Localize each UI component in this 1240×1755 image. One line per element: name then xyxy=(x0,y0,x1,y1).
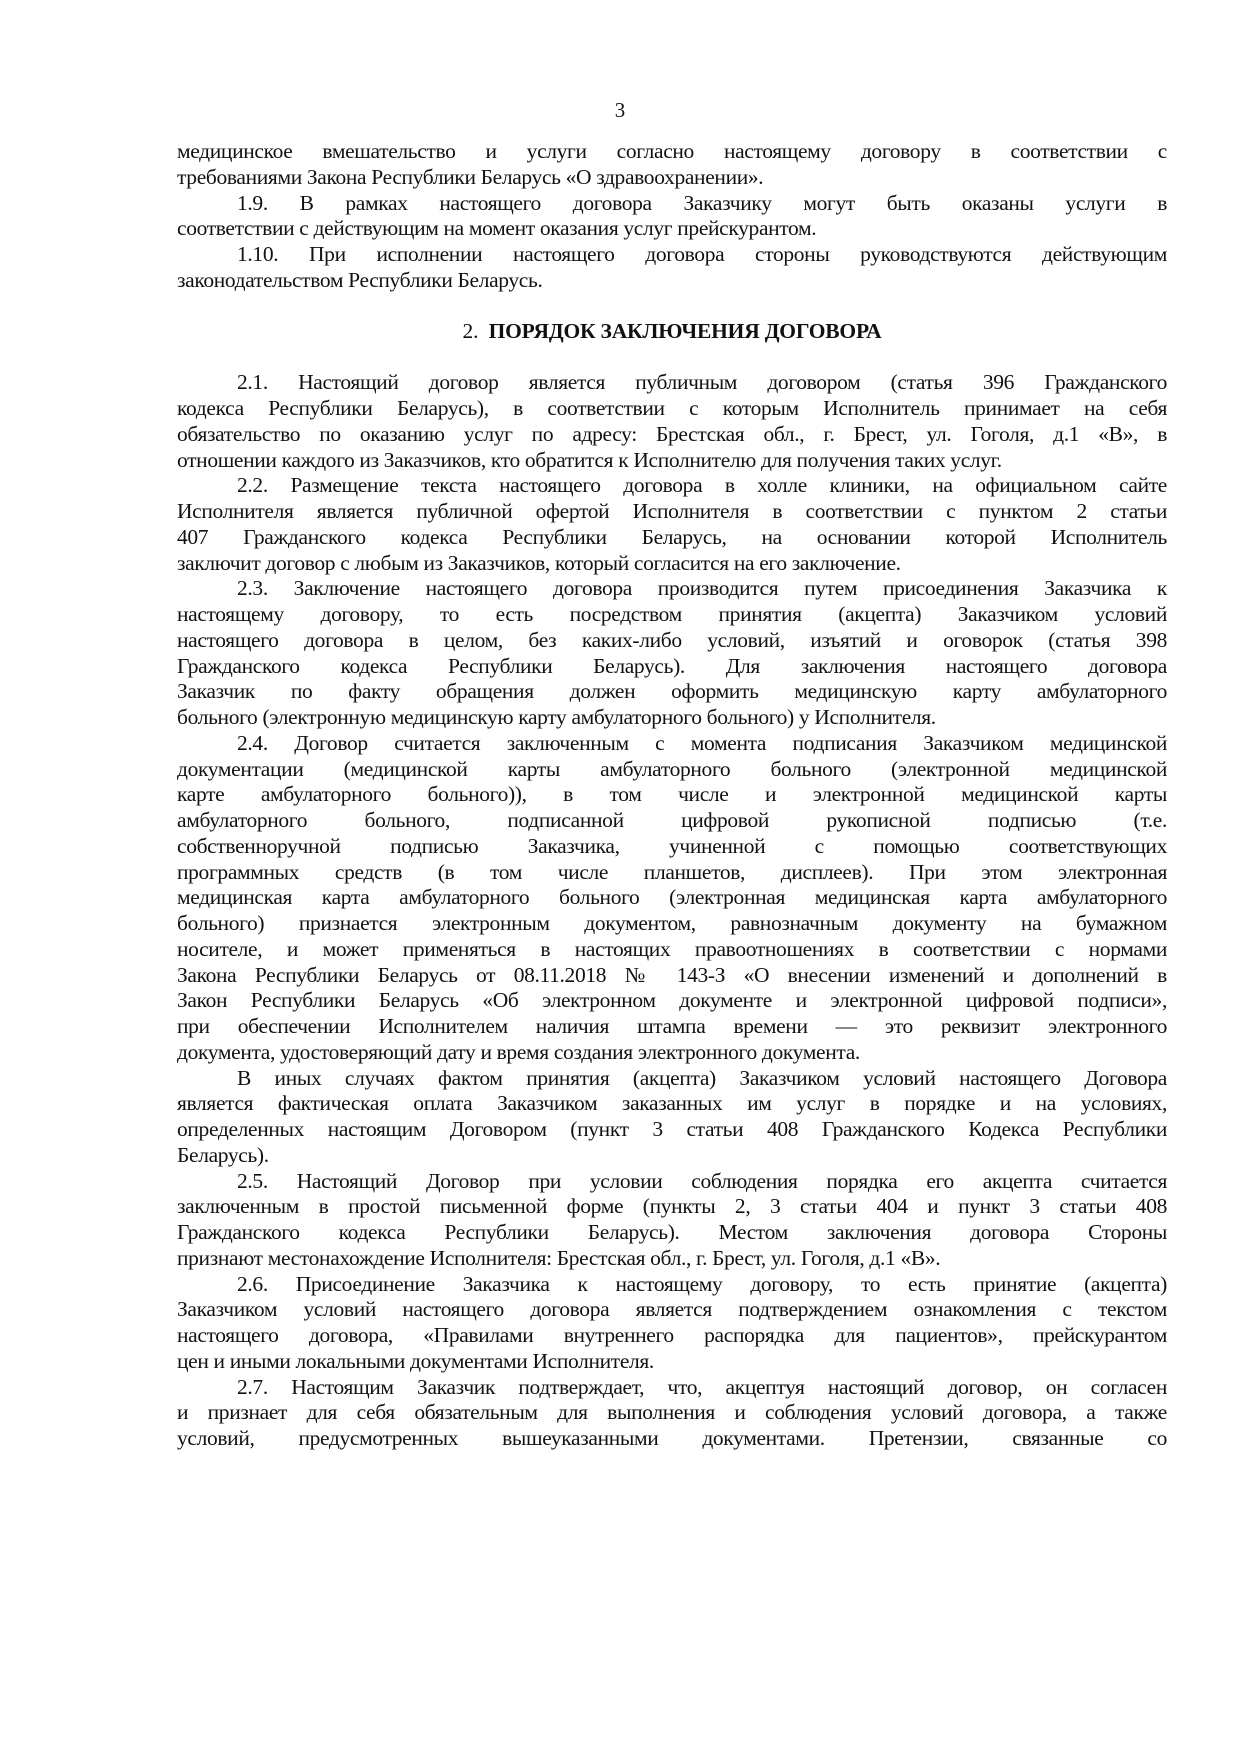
text-line-content: Закон Республики Беларусь «Об электронном документе и электронной цифровой подписи», xyxy=(177,988,1167,1013)
text-line xyxy=(177,1246,1167,1272)
text-line xyxy=(177,834,1167,860)
text-line-content: 2.6. Присоединение Заказчика к настоящему договору, то есть принятие (акцепта) xyxy=(237,1271,1167,1296)
text-line-content: настоящего договора в целом, без каких-либо условий, изъятий и оговорок (статья 398 xyxy=(177,627,1167,652)
text-line xyxy=(177,370,1167,396)
text-line-content: определенных настоящим Договором (пункт 3 статьи 408 Гражданского Кодекса Республики xyxy=(177,1117,1167,1141)
text-line-content: собственноручной подписью Заказчика, учиненной с помощью соответствующих xyxy=(177,833,1167,858)
text-line-content: 1.9. В рамках настоящего договора Заказчику могут быть оказаны услуги в xyxy=(237,190,1167,215)
text-line xyxy=(177,576,1167,602)
text-line xyxy=(177,1400,1167,1426)
text-line-content: Закона Республики Беларусь от 08.11.2018 № 143-З «О внесении изменений и дополнений в xyxy=(177,962,1167,987)
paragraph-p-1-10 xyxy=(177,242,1167,294)
text-line xyxy=(177,911,1167,937)
text-line xyxy=(177,1040,1167,1066)
paragraph-p-2-4-b xyxy=(177,1066,1167,1169)
text-line-content: документа, удостоверяющий дату и время создания электронного документа. xyxy=(177,1039,860,1064)
text-line-content: 2.2. Размещение текста настоящего договора в холле клиники, на официальном сайте xyxy=(237,473,1167,498)
paragraph-p-2-1 xyxy=(177,370,1167,473)
text-line xyxy=(177,628,1167,654)
text-line xyxy=(177,1117,1167,1143)
text-line-content: 407 Гражданского кодекса Республики Беларусь, на основании которой Исполнитель xyxy=(177,524,1167,549)
paragraph-p-2-6 xyxy=(177,1272,1167,1375)
text-line xyxy=(177,165,1167,191)
paragraph-p-2-2 xyxy=(177,473,1167,576)
text-line-content: заключенным в простой письменной форме (пункты 2, 3 статьи 404 и пункт 3 статьи 408 xyxy=(177,1194,1167,1219)
text-line-content: заключит договор с любым из Заказчиков, который согласится на его заключение. xyxy=(177,550,901,575)
text-line-content: документации (медицинской карты амбулаторного больного (электронной медицинской xyxy=(177,756,1167,781)
text-line xyxy=(177,396,1167,422)
text-line-content: Заказчиком условий настоящего договора является подтверждением ознакомления с текстом xyxy=(177,1297,1167,1322)
text-line xyxy=(177,1272,1167,1298)
text-line xyxy=(177,448,1167,474)
text-line-content: Исполнителя является публичной офертой Исполнителя в соответствии с пунктом 2 статьи xyxy=(177,499,1167,523)
paragraph-p-1-8-cont xyxy=(177,139,1167,191)
text-line-content: является фактическая оплата Заказчиком заказанных им услуг в порядке и на условиях, xyxy=(177,1091,1167,1116)
text-line-content: больного) признается электронным документом, равнозначным документу на бумажном xyxy=(177,911,1167,935)
text-line xyxy=(177,885,1167,911)
text-line xyxy=(177,1143,1167,1169)
text-line-content: условий, предусмотренных вышеуказанными документами. Претензии, связанные со xyxy=(177,1426,1167,1450)
text-line-content: Беларусь). xyxy=(177,1142,269,1167)
text-line xyxy=(177,268,1167,294)
text-line-content: отношении каждого из Заказчиков, кто обратится к Исполнителю для получения таких услуг. xyxy=(177,447,1002,472)
paragraph-p-2-3 xyxy=(177,576,1167,731)
text-line xyxy=(177,860,1167,886)
text-line xyxy=(177,1220,1167,1246)
text-line-content: Гражданского кодекса Республики Беларусь). Для заключения настоящего договора xyxy=(177,653,1167,678)
text-line-content: 2.1. Настоящий договор является публичным договором (статья 396 Гражданского xyxy=(237,370,1167,395)
text-line-content: больного (электронную медицинскую карту амбулаторного больного) у Исполнителя. xyxy=(177,705,936,729)
text-line xyxy=(177,757,1167,783)
text-line-content: медицинское вмешательство и услуги согласно настоящему договору в соответствии с xyxy=(177,139,1167,163)
text-line xyxy=(177,1014,1167,1040)
text-line-content: законодательством Республики Беларусь. xyxy=(177,267,543,292)
text-line xyxy=(177,963,1167,989)
text-line-content: программных средств (в том числе планшетов, дисплеев). При этом электронная xyxy=(177,859,1167,884)
text-line-content: медицинская карта амбулаторного больного (электронная медицинская карта амбулаторного xyxy=(177,885,1167,910)
text-line xyxy=(177,731,1167,757)
text-line xyxy=(177,782,1167,808)
text-line xyxy=(177,988,1167,1014)
text-line-content: при обеспечении Исполнителем наличия штампа времени — это реквизит электронного xyxy=(177,1014,1167,1038)
text-line xyxy=(177,191,1167,217)
text-line-content: кодекса Республики Беларусь), в соответствии с которым Исполнитель принимает на себя xyxy=(177,396,1167,420)
text-line xyxy=(177,679,1167,705)
section-title: ПОРЯДОК ЗАКЛЮЧЕНИЯ ДОГОВОРА xyxy=(488,318,882,343)
text-line-content: 2.7. Настоящим Заказчик подтверждает, что, акцептуя настоящий договор, он согласен xyxy=(237,1374,1167,1399)
text-line xyxy=(177,139,1167,165)
text-line-content: 2.5. Настоящий Договор при условии соблюдения порядка его акцепта считается xyxy=(237,1168,1167,1193)
section-number: 2. xyxy=(462,318,479,343)
text-line-content: признают местонахождение Исполнителя: Брестская обл., г. Брест, ул. Гоголя, д.1 «В». xyxy=(177,1245,941,1270)
text-line-content: Заказчик по факту обращения должен оформить медицинскую карту амбулаторного xyxy=(177,679,1167,704)
paragraph-p-1-9 xyxy=(177,191,1167,243)
text-line xyxy=(177,1349,1167,1375)
text-line xyxy=(177,1194,1167,1220)
text-line xyxy=(177,602,1167,628)
text-line-content: соответствии с действующим на момент оказания услуг прейскурантом. xyxy=(177,216,817,241)
text-line xyxy=(177,1091,1167,1117)
text-line-content: амбулаторного больного, подписанной цифровой рукописной подписью (т.е. xyxy=(177,808,1167,832)
text-line xyxy=(177,1169,1167,1195)
text-line-content: Гражданского кодекса Республики Беларусь). Местом заключения договора Стороны xyxy=(177,1220,1167,1244)
text-line-content: настоящего договора, «Правилами внутреннего распорядка для пациентов», прейскурантом xyxy=(177,1323,1167,1347)
text-line-content: цен и иными локальными документами Исполнителя. xyxy=(177,1348,654,1373)
text-line xyxy=(177,499,1167,525)
text-line-content: и признает для себя обязательным для выполнения и соблюдения условий договора, а также xyxy=(177,1400,1167,1425)
text-line-content: носителе, и может применяться в настоящих правоотношениях в соответствии с нормами xyxy=(177,936,1167,961)
text-line xyxy=(177,1066,1167,1092)
paragraph-p-2-5 xyxy=(177,1169,1167,1272)
text-line xyxy=(177,1323,1167,1349)
text-line-content: 2.3. Заключение настоящего договора производится путем присоединения Заказчика к xyxy=(237,576,1167,601)
text-line xyxy=(177,422,1167,448)
text-line-content: карте амбулаторного больного)), в том числе и электронной медицинской карты xyxy=(177,782,1167,807)
paragraph-p-2-4 xyxy=(177,731,1167,1066)
text-line xyxy=(177,1426,1167,1452)
text-line xyxy=(177,937,1167,963)
page-number: 3 xyxy=(614,98,626,122)
text-line xyxy=(177,654,1167,680)
text-line xyxy=(177,1375,1167,1401)
text-line-content: настоящему договору, то есть посредством принятия (акцепта) Заказчиком условий xyxy=(177,602,1167,626)
paragraph-p-2-7 xyxy=(177,1375,1167,1452)
text-line xyxy=(177,551,1167,577)
section-heading xyxy=(177,319,1167,345)
text-line xyxy=(177,473,1167,499)
text-line xyxy=(177,705,1167,731)
text-line xyxy=(177,1297,1167,1323)
text-line-content: обязательство по оказанию услуг по адресу: Брестская обл., г. Брест, ул. Гоголя, д.1 «В», в xyxy=(177,421,1167,446)
text-line xyxy=(177,525,1167,551)
text-line-content: 2.4. Договор считается заключенным с момента подписания Заказчиком медицинской xyxy=(237,730,1167,755)
text-line xyxy=(177,808,1167,834)
text-line-content: требованиями Закона Республики Беларусь «О здравоохранении». xyxy=(177,164,764,189)
document-body xyxy=(177,139,1167,1452)
text-line-content: В иных случаях фактом принятия (акцепта) Заказчиком условий настоящего Договора xyxy=(237,1065,1167,1090)
text-line xyxy=(177,242,1167,268)
text-line xyxy=(177,216,1167,242)
text-line-content: 1.10. При исполнении настоящего договора стороны руководствуются действующим xyxy=(237,242,1167,266)
